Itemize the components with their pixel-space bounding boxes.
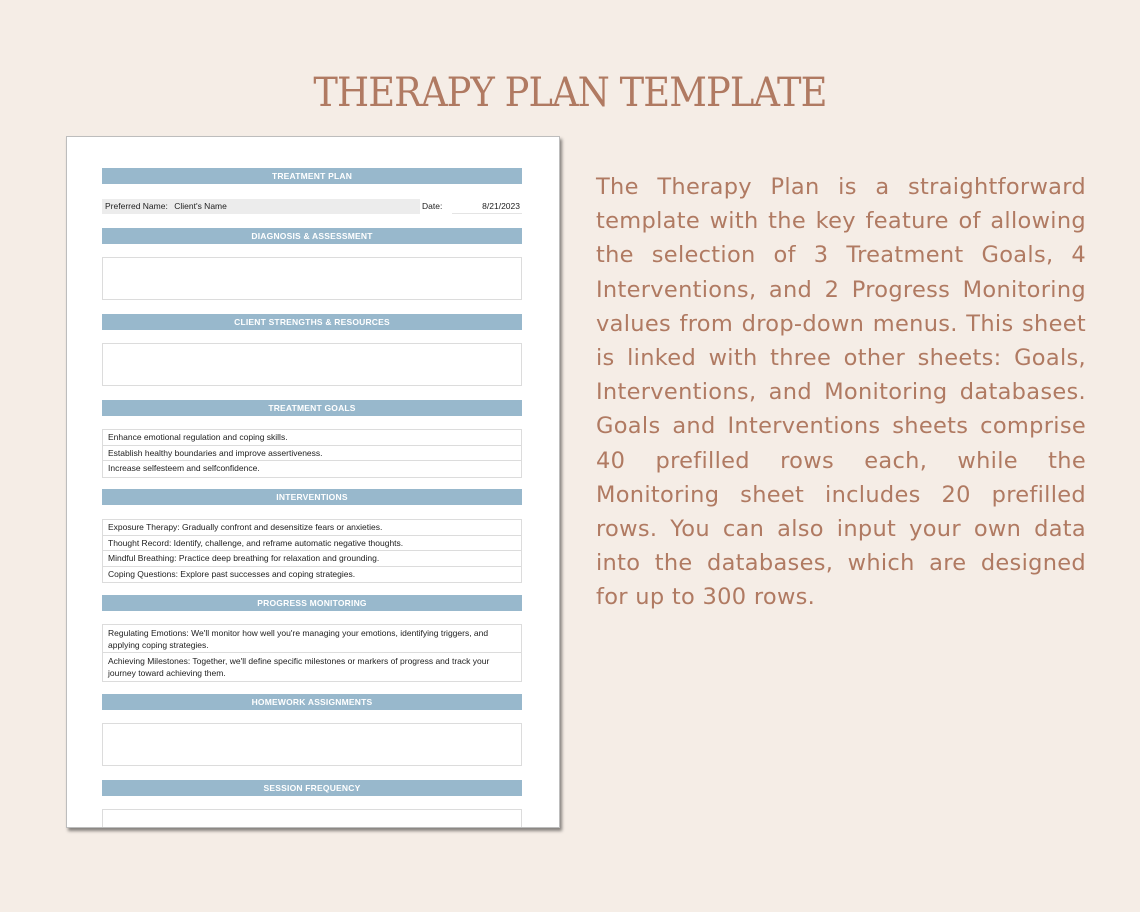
treatment-plan-header: TREATMENT PLAN [102, 168, 522, 184]
goal-row[interactable]: Increase selfesteem and selfconfidence. [108, 463, 260, 473]
preferred-name-value: Client's Name [174, 201, 227, 211]
goal-row[interactable]: Enhance emotional regulation and coping skills. [103, 430, 521, 446]
goal-row[interactable]: Establish healthy boundaries and improve assertiveness. [103, 446, 521, 462]
preferred-name-label: Preferred Name: [105, 201, 168, 211]
date-label: Date: [422, 201, 443, 211]
frequency-field[interactable] [102, 809, 522, 828]
intervention-row[interactable]: Mindful Breathing: Practice deep breathing for relaxation and grounding. [103, 551, 521, 567]
monitoring-row[interactable]: Regulating Emotions: We'll monitor how well you're managing your emotions, identifying triggers, and applying coping strategies. [103, 625, 521, 653]
date-field[interactable]: 8/21/2023 [452, 199, 522, 214]
diagnosis-field[interactable] [102, 257, 522, 300]
section-interventions-header: INTERVENTIONS [102, 489, 522, 505]
preferred-name-field[interactable] [102, 199, 420, 214]
intervention-row[interactable]: Exposure Therapy: Gradually confront and desensitize fears or anxieties. [103, 520, 521, 536]
monitoring-list [102, 624, 522, 682]
strengths-field[interactable] [102, 343, 522, 386]
template-description: The Therapy Plan is a straightforward template with the key feature of allowing the selection of 3 Treatment Goals, 4 Interventions, and 2 Progress Monitoring values from drop-down menus. This sheet is linked with three other sheets: Goals, Interventions, and Monitoring databases. Goals and Interventions sheets comprise 40 prefilled rows each, while the Monitoring sheet includes 20 prefilled rows. You can also input your own data into the databases, which are designed for up to 300 rows. [596, 174, 1086, 611]
section-monitoring-header: PROGRESS MONITORING [102, 595, 522, 611]
section-frequency-header: SESSION FREQUENCY [102, 780, 522, 796]
section-strengths-header: CLIENT STRENGTHS & RESOURCES [102, 314, 522, 330]
intervention-row[interactable]: Coping Questions: Explore past successes and coping strategies. [108, 568, 356, 579]
section-goals-header: TREATMENT GOALS [102, 400, 522, 416]
section-diagnosis-header: DIAGNOSIS & ASSESSMENT [102, 228, 522, 244]
interventions-list [102, 519, 522, 583]
goals-list [102, 429, 522, 478]
monitoring-row[interactable]: Achieving Milestones: Together, we'll define specific milestones or markers of progress and track your journey toward achieving them. [108, 656, 490, 678]
page-title: THERAPY PLAN TEMPLATE [313, 70, 827, 116]
homework-field[interactable] [102, 723, 522, 766]
therapy-plan-sheet [66, 136, 560, 828]
intervention-row[interactable]: Thought Record: Identify, challenge, and reframe automatic negative thoughts. [103, 536, 521, 552]
section-homework-header: HOMEWORK ASSIGNMENTS [102, 694, 522, 710]
